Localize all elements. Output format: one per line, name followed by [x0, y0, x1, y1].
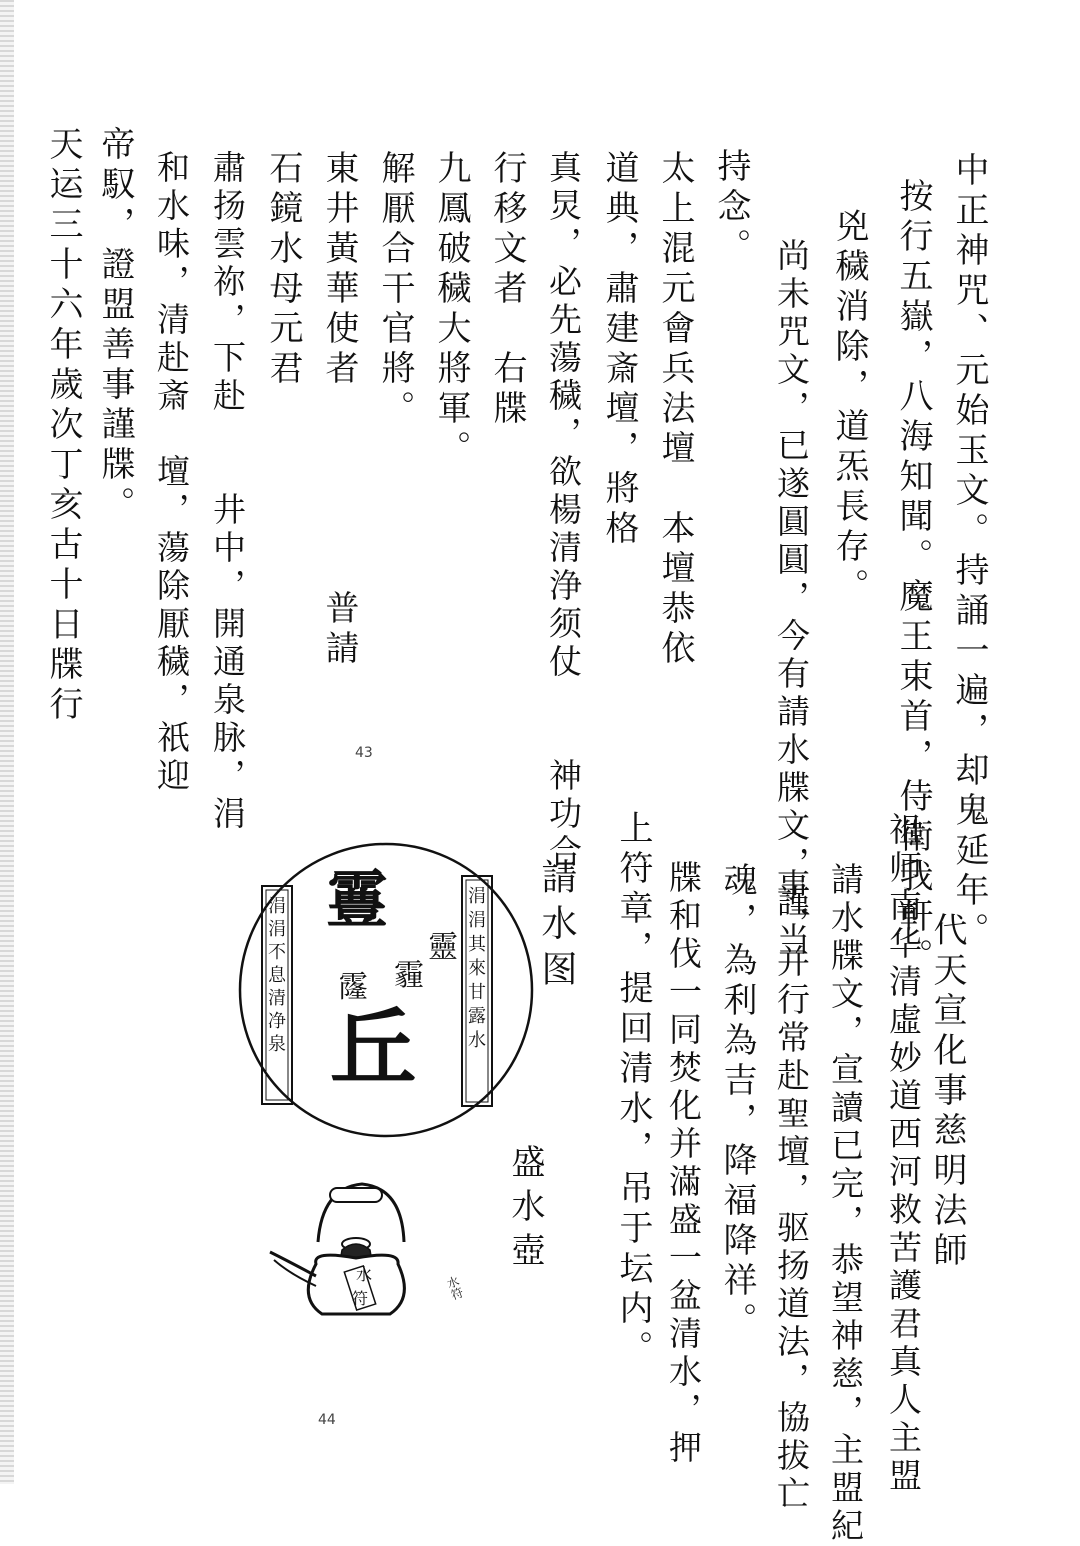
text-column: 兇穢消除，道炁長存。: [829, 208, 869, 608]
kettle-spout: [270, 1252, 316, 1276]
text-column: 道典，肅建斎壇，將格: [599, 150, 639, 550]
seal-center-glyph: 丘: [330, 998, 416, 1099]
text-column: 帝馭，證盟善事謹牒。: [95, 126, 135, 526]
seal-right-strip: 涓涓其來甘露水: [465, 886, 486, 1054]
text-column: 牒和伐一同焚化并滿盛一盆清水，押: [664, 860, 703, 1468]
kettle-handle-grip: [330, 1188, 382, 1202]
seal-top-glyph: 霻: [326, 863, 389, 936]
text-column: 東井黃華使者 普請: [319, 150, 359, 670]
kettle-drawing: [266, 1180, 416, 1320]
seal-glyph: 靈: [428, 930, 458, 965]
text-column: 代天宣化事慈明法師: [927, 912, 967, 1272]
binding-edge: [0, 0, 14, 1484]
text-column: 天运三十六年歲次丁亥古十日牒行: [43, 126, 83, 726]
diagram-title: 請水图: [536, 858, 577, 996]
text-column: 請水牒文，宣讀已完，恭望神慈，主盟紀: [826, 862, 865, 1546]
seal-glyph: 霾: [394, 958, 424, 993]
text-column: 尚未咒文，已遂圓圓，今有請水牒文，謹当: [772, 238, 811, 960]
text-column: 中正神咒、元始玉文。持誦一遍，却鬼延年。: [949, 152, 989, 952]
text-column: 石鏡水母元君: [263, 150, 303, 390]
page-number: 44: [318, 1412, 336, 1428]
text-column: 上符章，提回清水，吊于坛内。: [613, 810, 653, 1370]
text-column: 祖师南华清虛妙道西河救苦護君真人主盟: [884, 812, 923, 1496]
text-column: 和水味，清赴斎 壇，蕩除厭穢，祇迎: [152, 150, 191, 796]
text-column: 真炅，必先蕩穢，欲楊清浄须仗 神功合: [544, 150, 583, 872]
kettle-caption: 盛水壺: [505, 1144, 545, 1276]
text-column: 行移文者 右牒: [487, 150, 527, 430]
kettle-talisman-char: 符: [352, 1289, 369, 1308]
text-column: 持念。: [711, 148, 751, 268]
text-column: 解厭合干官將。: [375, 150, 415, 430]
text-column: 事，并行常赴聖壇，驱扬道法，協拔亡: [772, 868, 811, 1514]
seal-left-strip: 涓涓不息清净泉: [265, 896, 286, 1057]
text-column: 魂，為利為吉，降福降祥。: [717, 862, 757, 1342]
seal-glyph: 霳: [338, 970, 368, 1005]
text-column: 太上混元會兵法壇 本壇恭依: [655, 150, 695, 670]
text-column: 按行五嶽，八海知聞。魔王束首，侍衛我軒。: [893, 178, 933, 978]
kettle-talisman-char: 水: [356, 1265, 373, 1284]
page-number: 43: [355, 745, 373, 761]
margin-note: 水符: [443, 1274, 466, 1302]
text-column: 九鳳破穢大將軍。: [431, 150, 471, 470]
text-column: 肅扬雲祢，下赴 井中，開通泉脉，涓: [208, 150, 247, 834]
